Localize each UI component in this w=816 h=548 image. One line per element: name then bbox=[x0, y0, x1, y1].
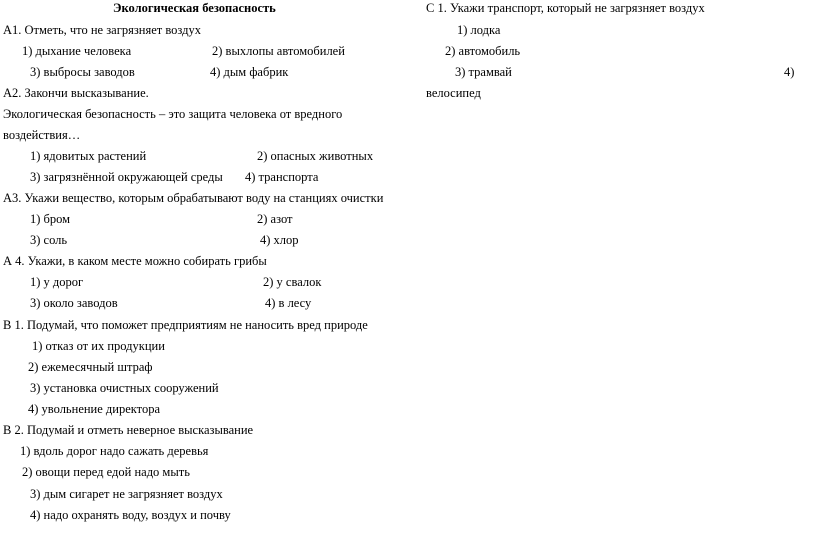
a2-option-1: 1) ядовитых растений bbox=[30, 149, 147, 163]
question-a3: А3. Укажи вещество, которым обрабатывают воду на станциях очистки bbox=[3, 191, 384, 205]
question-b1: В 1. Подумай, что поможет предприятиям не наносить вред природе bbox=[3, 318, 368, 332]
a2-option-2: 2) опасных животных bbox=[257, 149, 374, 163]
a1-option-3: 3) выбросы заводов bbox=[30, 65, 135, 79]
a3-option-3: 3) соль bbox=[30, 233, 68, 247]
b1-option-3: 3) установка очистных сооружений bbox=[30, 381, 219, 395]
a2-option-4: 4) транспорта bbox=[245, 170, 319, 184]
question-a2: А2. Закончи высказывание. bbox=[3, 86, 149, 100]
a1-option-4: 4) дым фабрик bbox=[210, 65, 289, 79]
a1-option-2: 2) выхлопы автомобилей bbox=[212, 44, 345, 58]
a4-option-3: 3) около заводов bbox=[30, 296, 118, 310]
a2-statement-line-1: Экологическая безопасность – это защита человека от вредного bbox=[3, 107, 343, 121]
a4-option-1: 1) у дорог bbox=[30, 275, 84, 289]
question-c1: С 1. Укажи транспорт, который не загрязняет воздух bbox=[426, 1, 705, 15]
b2-option-3: 3) дым сигарет не загрязняет воздух bbox=[30, 487, 223, 501]
c1-option-1: 1) лодка bbox=[457, 23, 501, 37]
b1-option-4: 4) увольнение директора bbox=[28, 402, 161, 416]
b2-option-4: 4) надо охранять воду, воздух и почву bbox=[30, 508, 231, 522]
b2-option-1: 1) вдоль дорог надо сажать деревья bbox=[20, 444, 209, 458]
c1-option-2: 2) автомобиль bbox=[445, 44, 521, 58]
a4-option-2: 2) у свалок bbox=[263, 275, 322, 289]
b1-option-1: 1) отказ от их продукции bbox=[32, 339, 165, 353]
a3-option-4: 4) хлор bbox=[260, 233, 299, 247]
a2-option-3: 3) загрязнённой окружающей среды bbox=[30, 170, 223, 184]
question-b2: В 2. Подумай и отметь неверное высказывание bbox=[3, 423, 254, 437]
a1-option-1: 1) дыхание человека bbox=[22, 44, 132, 58]
c1-option-4-number: 4) bbox=[784, 65, 795, 79]
a3-option-1: 1) бром bbox=[30, 212, 71, 226]
question-a4: А 4. Укажи, в каком месте можно собирать грибы bbox=[3, 254, 267, 268]
b1-option-2: 2) ежемесячный штраф bbox=[28, 360, 153, 374]
c1-option-3: 3) трамвай bbox=[455, 65, 512, 79]
a3-option-2: 2) азот bbox=[257, 212, 293, 226]
page-title: Экологическая безопасность bbox=[113, 1, 276, 15]
question-a1: А1. Отметь, что не загрязняет воздух bbox=[3, 23, 201, 37]
b2-option-2: 2) овощи перед едой надо мыть bbox=[22, 465, 190, 479]
c1-option-4-text: велосипед bbox=[426, 86, 481, 100]
a4-option-4: 4) в лесу bbox=[265, 296, 312, 310]
a2-statement-line-2: воздействия… bbox=[3, 128, 81, 142]
